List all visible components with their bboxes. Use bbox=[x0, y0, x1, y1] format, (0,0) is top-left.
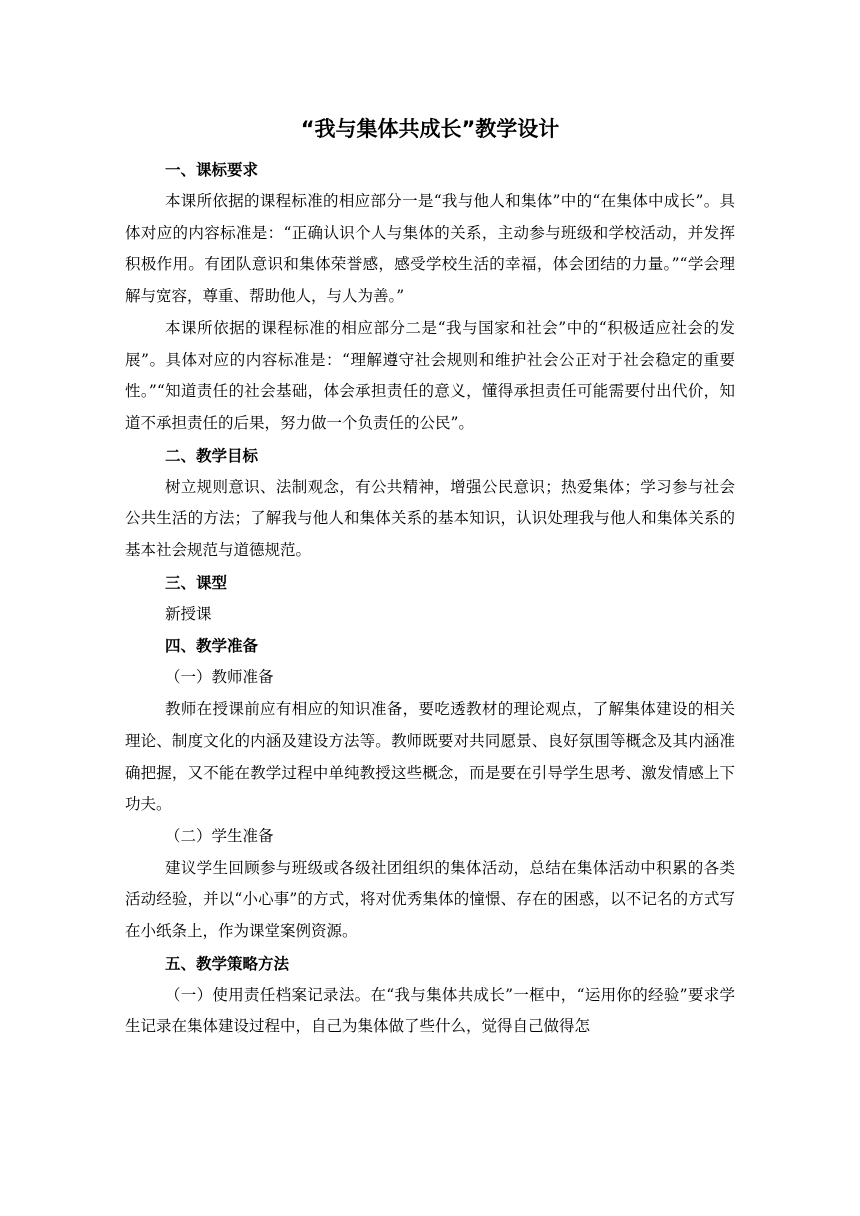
section-heading-lesson-type: 三、课型 bbox=[165, 573, 228, 592]
section-heading-goals: 二、教学目标 bbox=[165, 446, 259, 465]
paragraph: 建议学生回顾参与班级或各级社团组织的集体活动，总结在集体活动中积累的各类活动经验，并以“小心事”的方式，将对优秀集体的憧憬、存在的困惑，以不记名的方式写在小纸条上，作为课堂案例资源。 bbox=[125, 858, 735, 941]
section-heading-preparation: 四、教学准备 bbox=[165, 637, 259, 656]
subheading-student-prep: （二）学生准备 bbox=[165, 826, 274, 845]
document-page bbox=[125, 104, 735, 1043]
document-title: “我与集体共成长”教学设计 bbox=[300, 117, 560, 141]
paragraph: 教师在授课前应有相应的知识准备，要吃透教材的理论观点，了解集体建设的相关理论、制度文化的内涵及建设方法等。教师既要对共同愿景、良好氛围等概念及其内涵准确把握，又不能在教学过程中单纯教授这些概念，而是要在引导学生思考、激发情感上下功夫。 bbox=[125, 700, 735, 814]
paragraph: 树立规则意识、法制观念，有公共精神，增强公民意识；热爱集体；学习参与社会公共生活的方法；了解我与他人和集体关系的基本知识，认识处理我与他人和集体关系的基本社会规范与道德规范。 bbox=[125, 477, 735, 560]
paragraph: 新授课 bbox=[165, 604, 212, 623]
paragraph: 本课所依据的课程标准的相应部分二是“我与国家和社会”中的“积极适应社会的发展”。具体对应的内容标准是：“理解遵守社会规则和维护社会公正对于社会稳定的重要性。”“知道责任的社会基础，体会承担责任的意义，懂得承担责任可能需要付出代价，知道不承担责任的后果，努力做一个负责任的公民”。 bbox=[125, 318, 735, 432]
subheading-teacher-prep: （一）教师准备 bbox=[165, 668, 274, 687]
paragraph: （一）使用责任档案记录法。在“我与集体共成长”一框中，“运用你的经验”要求学生记录在集体建设过程中，自己为集体做了些什么，觉得自己做得怎 bbox=[125, 985, 735, 1036]
section-heading-strategy: 五、教学策略方法 bbox=[165, 954, 290, 973]
paragraph: 本课所依据的课程标准的相应部分一是“我与他人和集体”中的“在集体中成长”。具体对应的内容标准是：“正确认识个人与集体的关系，主动参与班级和学校活动，并发挥积极作用。有团队意识和集体荣誉感，感受学校生活的幸福，体会团结的力量。”“学会理解与宽容，尊重、帮助他人，与人为善。” bbox=[125, 192, 735, 306]
section-heading-curriculum: 一、课标要求 bbox=[165, 161, 259, 179]
